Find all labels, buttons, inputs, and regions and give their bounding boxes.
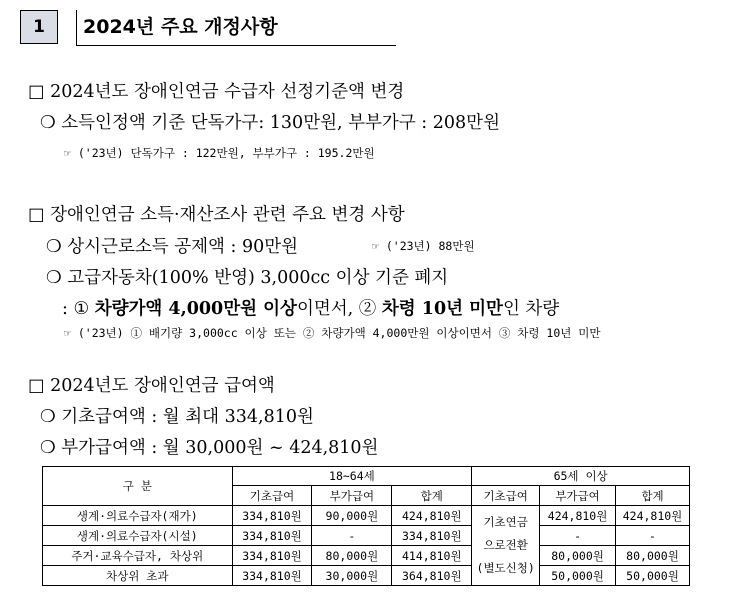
detail-bold-2: 차령 10년 미만 (381, 299, 503, 319)
cell-extra-65: 424,810원 (540, 506, 616, 526)
row-label: 주거·교육수급자, 차상위 (43, 546, 233, 566)
cell-extra: 30,000원 (312, 566, 392, 586)
cell-extra: - (312, 526, 392, 546)
detail-bold-1: 차량가액 4,000만원 이상 (94, 299, 297, 319)
header-category: 구 분 (43, 467, 233, 506)
section3-item2: ❍ 부가급여액 : 월 30,000원 ~ 424,810원 (40, 438, 379, 458)
cell-extra: 90,000원 (312, 506, 392, 526)
header-total-65: 합계 (616, 486, 690, 506)
cell-extra-65: - (540, 526, 616, 546)
cell-total-65: - (616, 526, 690, 546)
cell-total: 334,810원 (392, 526, 472, 546)
table-row (43, 546, 690, 566)
cell-total-65: 50,000원 (616, 566, 690, 586)
cell-basic: 334,810원 (232, 526, 312, 546)
table-row (43, 566, 690, 586)
section2-heading: □ 장애인연금 소득·재산조사 관련 주요 변경 사항 (28, 205, 405, 225)
section1-heading: □ 2024년도 장애인연금 수급자 선정기준액 변경 (28, 82, 405, 102)
section2-item1-note: ☞ ('23년) 88만원 (372, 239, 475, 253)
row-label: 생계·의료수급자(재가) (43, 506, 233, 526)
cell-basic: 334,810원 (232, 506, 312, 526)
merged-note-line: 으로전환 (483, 538, 528, 552)
cell-total: 364,810원 (392, 566, 472, 586)
header-basic-65: 기초급여 (472, 486, 540, 506)
header-basic: 기초급여 (232, 486, 312, 506)
table-row (43, 526, 690, 546)
cell-extra-65: 50,000원 (540, 566, 616, 586)
cell-extra: 80,000원 (312, 546, 392, 566)
header-total: 합계 (392, 486, 472, 506)
merged-note-line: 기초연금 (483, 515, 528, 529)
section3-item1: ❍ 기초급여액 : 월 최대 334,810원 (40, 407, 314, 427)
section1-note: ☞ ('23년) 단독가구 : 122만원, 부부가구 : 195.2만원 (64, 146, 375, 160)
row-label: 생계·의료수급자(시설) (43, 526, 233, 546)
section1-item: ❍ 소득인정액 기준 단독가구: 130만원, 부부가구 : 208만원 (40, 113, 500, 133)
detail-end: 인 차량 (502, 299, 560, 319)
row-label: 차상위 초과 (43, 566, 233, 586)
cell-basic: 334,810원 (232, 546, 312, 566)
section-number: 1 (33, 17, 45, 37)
cell-basic: 334,810원 (232, 566, 312, 586)
table-row (43, 506, 690, 526)
detail-prefix: : ① (62, 299, 95, 319)
page-title: 2024년 주요 개정사항 (76, 10, 396, 46)
section3-heading: □ 2024년도 장애인연금 급여액 (28, 376, 275, 396)
detail-mid: 이면서, ② (296, 299, 382, 319)
merged-note-line: (별도신청) (476, 561, 535, 575)
cell-extra-65: 80,000원 (540, 546, 616, 566)
header-age-65-plus: 65세 이상 (472, 467, 690, 486)
section-number-box (20, 10, 58, 44)
header-extra-65: 부가급여 (540, 486, 616, 506)
section2-note: ☞ ('23년) ① 배기량 3,000cc 이상 또는 ② 차량가액 4,000만원 이상이면서 ③ 차령 10년 미만 (64, 326, 601, 340)
section2-item1: ❍ 상시근로소득 공제액 : 90만원 (46, 237, 299, 257)
cell-total: 414,810원 (392, 546, 472, 566)
cell-total-65: 80,000원 (616, 546, 690, 566)
header-age-18-64: 18~64세 (232, 467, 472, 486)
header-extra: 부가급여 (312, 486, 392, 506)
section2-detail (62, 295, 559, 320)
cell-basic-65-merged (472, 506, 540, 586)
section2-item2: ❍ 고급자동차(100% 반영) 3,000cc 이상 기준 폐지 (46, 268, 449, 288)
cell-total: 424,810원 (392, 506, 472, 526)
cell-total-65: 424,810원 (616, 506, 690, 526)
benefit-table (42, 466, 690, 586)
